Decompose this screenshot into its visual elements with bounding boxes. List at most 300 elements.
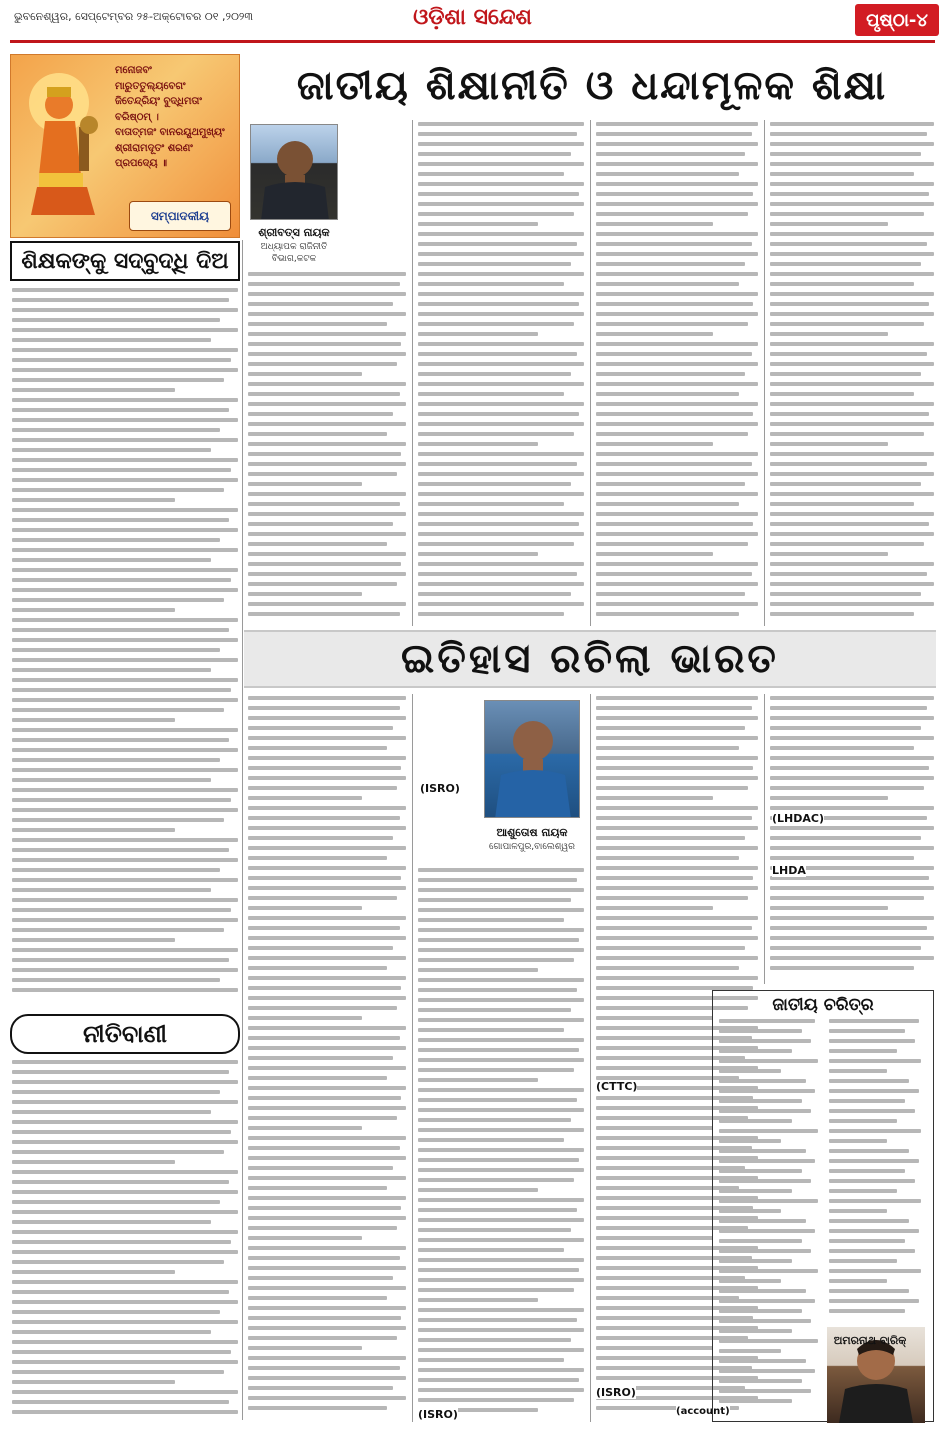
text-line <box>12 528 238 532</box>
text-line <box>12 1120 238 1124</box>
text-line <box>248 332 406 336</box>
text-line <box>596 876 753 880</box>
text-line <box>719 1059 818 1063</box>
text-line <box>596 746 739 750</box>
text-line <box>248 966 387 970</box>
text-line <box>418 878 577 882</box>
text-line <box>248 756 406 760</box>
text-line <box>418 292 584 296</box>
text-line <box>12 1220 211 1224</box>
text-line <box>719 1159 815 1163</box>
text-line <box>12 868 220 872</box>
article2-column <box>418 868 584 1420</box>
text-line <box>829 1019 919 1023</box>
promo-box <box>10 54 240 238</box>
text-line <box>12 1280 238 1284</box>
text-line <box>418 332 538 336</box>
text-line <box>12 1360 238 1364</box>
text-line <box>418 542 574 546</box>
text-line <box>596 552 713 556</box>
text-line <box>248 786 397 790</box>
text-line <box>248 1006 397 1010</box>
text-line <box>596 696 758 700</box>
text-line <box>248 1146 400 1150</box>
text-line <box>719 1189 792 1193</box>
text-line <box>418 1178 574 1182</box>
text-line <box>829 1059 921 1063</box>
text-line <box>248 532 406 536</box>
text-line <box>719 1359 806 1363</box>
text-line <box>770 696 934 700</box>
text-line <box>12 358 231 362</box>
text-line <box>596 886 758 890</box>
text-line <box>418 612 564 616</box>
author2-name: ଆଶୁତୋଷ ନାୟକ <box>496 826 568 839</box>
text-line <box>719 1289 806 1293</box>
text-line <box>248 1126 362 1130</box>
author2-role: ଗୋପାଳପୁର,ବାଲେଶ୍ୱର <box>488 842 575 852</box>
text-line <box>596 1016 713 1020</box>
text-line <box>12 1390 238 1394</box>
text-line <box>12 678 238 682</box>
text-line <box>12 718 175 722</box>
text-line <box>418 908 584 912</box>
text-line <box>770 856 914 860</box>
text-line <box>418 1078 538 1082</box>
text-line <box>12 938 175 942</box>
text-line <box>596 432 748 436</box>
text-line <box>770 312 934 316</box>
text-line <box>770 462 927 466</box>
text-line <box>418 372 571 376</box>
text-line <box>719 1389 811 1393</box>
text-line <box>418 1398 574 1402</box>
text-line <box>248 512 406 516</box>
text-line <box>12 658 238 662</box>
text-line <box>418 1278 584 1282</box>
text-line <box>596 756 758 760</box>
text-line <box>248 1356 406 1360</box>
text-line <box>596 182 758 186</box>
text-line <box>770 906 888 910</box>
text-line <box>596 492 758 496</box>
text-line <box>596 706 752 710</box>
text-line <box>596 262 745 266</box>
text-line <box>719 1139 781 1143</box>
text-line <box>248 1336 397 1340</box>
text-line <box>770 442 888 446</box>
text-line <box>12 398 238 402</box>
text-line <box>248 1406 387 1410</box>
text-line <box>12 1370 224 1374</box>
text-line <box>248 776 406 780</box>
inline-term: (ISRO) <box>596 1386 636 1399</box>
text-line <box>829 1299 919 1303</box>
text-line <box>596 382 758 386</box>
text-line <box>770 152 921 156</box>
text-line <box>12 688 231 692</box>
text-line <box>12 1080 238 1084</box>
text-line <box>770 966 914 970</box>
text-line <box>248 432 387 436</box>
text-line <box>770 202 934 206</box>
text-line <box>12 908 231 912</box>
text-line <box>248 706 400 710</box>
text-line <box>12 1300 238 1304</box>
text-line <box>829 1209 887 1213</box>
text-line <box>248 572 406 576</box>
text-line <box>418 212 574 216</box>
text-line <box>418 252 584 256</box>
text-line <box>12 468 231 472</box>
author1-name: ଶ୍ରୀବତ୍ସ ନାୟକ <box>258 226 330 239</box>
text-line <box>248 1196 406 1200</box>
mantra-line: ଜିତେନ୍ଦ୍ରିୟଂ ବୁଦ୍ଧିମତାଂ <box>115 96 202 107</box>
text-line <box>248 1046 406 1050</box>
text-line <box>12 1260 224 1264</box>
text-line <box>719 1039 811 1043</box>
text-line <box>248 1156 406 1160</box>
text-line <box>12 388 175 392</box>
text-line <box>12 1130 231 1134</box>
text-line <box>418 142 584 146</box>
text-line <box>596 322 748 326</box>
text-line <box>12 768 238 772</box>
text-line <box>248 1296 387 1300</box>
text-line <box>596 806 758 810</box>
mantra-line: ଶ୍ରୀରାମଦୂତଂ ଶରଣଂ <box>115 142 193 154</box>
text-line <box>248 1266 406 1270</box>
inline-term: (account) <box>676 1406 730 1417</box>
text-line <box>248 886 406 890</box>
text-line <box>596 242 752 246</box>
text-line <box>248 836 393 840</box>
text-line <box>248 1086 406 1090</box>
text-line <box>596 392 739 396</box>
text-line <box>719 1029 802 1033</box>
text-line <box>12 548 238 552</box>
author1-photo <box>250 124 338 220</box>
text-line <box>596 906 713 910</box>
text-line <box>596 282 739 286</box>
text-line <box>12 988 238 992</box>
text-line <box>719 1349 781 1353</box>
text-line <box>596 532 758 536</box>
text-line <box>12 898 238 902</box>
text-line <box>12 778 211 782</box>
text-line <box>248 362 397 366</box>
text-line <box>248 292 406 296</box>
mantra-line: ବରିଷ୍ଠମ୍ । <box>115 111 159 123</box>
text-line <box>829 1229 919 1233</box>
text-line <box>12 1170 238 1174</box>
text-line <box>248 282 400 286</box>
mantra-text <box>115 63 235 172</box>
text-line <box>418 462 577 466</box>
text-line <box>248 1026 406 1030</box>
editorial-tag: ସମ୍ପାଦକୀୟ <box>129 201 231 231</box>
column-rule <box>412 120 413 626</box>
text-line <box>12 1180 229 1184</box>
text-line <box>770 382 934 386</box>
text-line <box>418 192 579 196</box>
text-line <box>418 502 564 506</box>
text-line <box>12 588 238 592</box>
article1-column <box>418 122 584 624</box>
text-line <box>12 1090 220 1094</box>
text-line <box>418 262 571 266</box>
text-line <box>770 302 929 306</box>
text-line <box>418 352 577 356</box>
text-line <box>719 1269 818 1273</box>
text-line <box>12 348 238 352</box>
text-line <box>418 1128 584 1132</box>
text-line <box>829 1199 921 1203</box>
article1-column <box>248 272 406 624</box>
text-line <box>596 582 758 586</box>
text-line <box>596 292 758 296</box>
text-line <box>829 1099 905 1103</box>
text-line <box>12 508 238 512</box>
article2-title: ଇତିହାସ ରଚିଲା ଭାରତ <box>244 630 936 688</box>
text-line <box>829 1239 905 1243</box>
text-line <box>596 542 748 546</box>
text-line <box>418 582 584 586</box>
text-line <box>770 492 934 496</box>
text-line <box>418 888 584 892</box>
text-line <box>418 152 571 156</box>
text-line <box>770 132 927 136</box>
text-line <box>770 192 929 196</box>
text-line <box>596 172 739 176</box>
text-line <box>829 1119 897 1123</box>
text-line <box>829 1039 915 1043</box>
text-line <box>248 582 397 586</box>
text-line <box>829 1089 919 1093</box>
text-line <box>248 1206 401 1210</box>
text-line <box>418 272 584 276</box>
text-line <box>829 1159 919 1163</box>
text-line <box>596 786 748 790</box>
text-line <box>596 776 758 780</box>
text-line <box>719 1229 815 1233</box>
text-line <box>12 668 211 672</box>
text-line <box>596 966 739 970</box>
text-line <box>12 838 238 842</box>
text-line <box>719 1379 802 1383</box>
poem-title: ଜାତୀୟ ଚରିତ୍ର <box>772 995 874 1015</box>
text-line <box>418 1238 584 1242</box>
text-line <box>829 1249 915 1253</box>
text-line <box>12 488 224 492</box>
text-line <box>719 1049 792 1053</box>
inline-term: (ISRO) <box>420 782 460 795</box>
text-line <box>418 552 538 556</box>
text-line <box>719 1329 792 1333</box>
text-line <box>719 1079 806 1083</box>
text-line <box>248 492 406 496</box>
text-line <box>248 746 387 750</box>
text-line <box>770 522 929 526</box>
text-line <box>248 996 406 1000</box>
text-line <box>719 1309 802 1313</box>
text-line <box>418 362 584 366</box>
text-line <box>829 1189 897 1193</box>
text-line <box>596 726 745 730</box>
text-line <box>12 1160 175 1164</box>
dateline: ଭୁବନେଶ୍ୱର, ସେପ୍ଟେମ୍ବର ୨୫-ଅକ୍ଟୋବର ୦୧ ,୨୦୨୩ <box>14 10 254 23</box>
column-rule <box>764 694 765 984</box>
text-line <box>418 522 579 526</box>
text-line <box>770 292 934 296</box>
inline-term: (CTTC) <box>596 1080 638 1093</box>
text-line <box>12 708 224 712</box>
text-line <box>770 342 934 346</box>
text-line <box>248 412 393 416</box>
text-line <box>418 938 579 942</box>
text-line <box>248 1106 406 1110</box>
text-line <box>719 1399 792 1403</box>
text-line <box>596 846 758 850</box>
text-line <box>418 592 571 596</box>
text-line <box>12 1230 238 1234</box>
text-line <box>418 1208 577 1212</box>
text-line <box>248 896 397 900</box>
text-line <box>770 232 934 236</box>
text-line <box>418 1138 564 1142</box>
text-line <box>418 232 584 236</box>
text-line <box>12 1330 211 1334</box>
text-line <box>829 1219 909 1223</box>
text-line <box>418 482 571 486</box>
column-rule <box>242 240 243 1420</box>
text-line <box>719 1219 806 1223</box>
text-line <box>418 998 584 1002</box>
text-line <box>596 916 758 920</box>
text-line <box>770 786 924 790</box>
text-line <box>12 1400 229 1404</box>
text-line <box>248 402 406 406</box>
text-line <box>418 1378 579 1382</box>
text-line <box>770 172 914 176</box>
text-line <box>248 1276 393 1280</box>
poem-column <box>829 1019 929 1319</box>
text-line <box>12 958 229 962</box>
text-line <box>12 1110 211 1114</box>
text-line <box>770 372 921 376</box>
text-line <box>248 302 393 306</box>
text-line <box>719 1129 818 1133</box>
text-line <box>770 482 921 486</box>
poem-column <box>719 1019 823 1417</box>
text-line <box>248 1216 406 1220</box>
text-line <box>12 1410 238 1414</box>
text-line <box>596 592 745 596</box>
text-line <box>770 262 921 266</box>
text-line <box>770 472 934 476</box>
text-line <box>12 1190 238 1194</box>
text-line <box>770 122 934 126</box>
text-line <box>418 452 584 456</box>
text-line <box>596 412 753 416</box>
text-line <box>596 152 745 156</box>
text-line <box>829 1029 905 1033</box>
text-line <box>596 926 752 930</box>
text-line <box>248 826 406 830</box>
text-line <box>418 968 538 972</box>
text-line <box>248 482 362 486</box>
text-line <box>596 302 753 306</box>
text-line <box>248 442 406 446</box>
editorial-body <box>12 288 238 1006</box>
text-line <box>248 876 401 880</box>
text-line <box>418 422 584 426</box>
text-line <box>418 1088 584 1092</box>
text-line <box>596 122 758 126</box>
text-line <box>418 1048 579 1052</box>
text-line <box>596 612 739 616</box>
text-line <box>248 382 406 386</box>
text-line <box>248 1346 362 1350</box>
text-line <box>12 1350 231 1354</box>
text-line <box>248 956 406 960</box>
text-line <box>418 1158 579 1162</box>
text-line <box>719 1169 802 1173</box>
text-line <box>418 302 579 306</box>
text-line <box>12 1150 224 1154</box>
text-line <box>248 1246 406 1250</box>
text-line <box>829 1279 887 1283</box>
text-line <box>829 1149 909 1153</box>
text-line <box>418 1298 538 1302</box>
text-line <box>12 698 238 702</box>
text-line <box>418 1148 584 1152</box>
text-line <box>770 716 934 720</box>
text-line <box>248 1306 406 1310</box>
text-line <box>596 976 758 980</box>
text-line <box>12 1380 175 1384</box>
text-line <box>770 542 924 546</box>
text-line <box>418 572 577 576</box>
text-line <box>418 412 579 416</box>
text-line <box>770 452 934 456</box>
text-line <box>770 926 927 930</box>
text-line <box>719 1099 802 1103</box>
text-line <box>418 1258 584 1262</box>
text-line <box>770 142 934 146</box>
text-line <box>12 1270 175 1274</box>
text-line <box>418 512 584 516</box>
text-line <box>596 192 753 196</box>
text-line <box>248 936 406 940</box>
text-line <box>829 1139 887 1143</box>
text-line <box>248 766 401 770</box>
text-line <box>596 816 752 820</box>
text-line <box>719 1089 815 1093</box>
article1-title: ଜାତୀୟ ଶିକ୍ଷାନୀତି ଓ ଧନ୍ଦାମୂଳକ ଶିକ୍ଷା <box>296 63 888 109</box>
text-line <box>770 362 934 366</box>
text-line <box>248 1136 406 1140</box>
text-line <box>596 202 758 206</box>
text-line <box>418 1058 584 1062</box>
column-rule <box>590 694 591 1422</box>
text-line <box>770 402 934 406</box>
text-line <box>248 1186 387 1190</box>
text-line <box>248 986 401 990</box>
text-line <box>248 1256 400 1260</box>
text-line <box>719 1239 802 1243</box>
text-line <box>418 162 584 166</box>
